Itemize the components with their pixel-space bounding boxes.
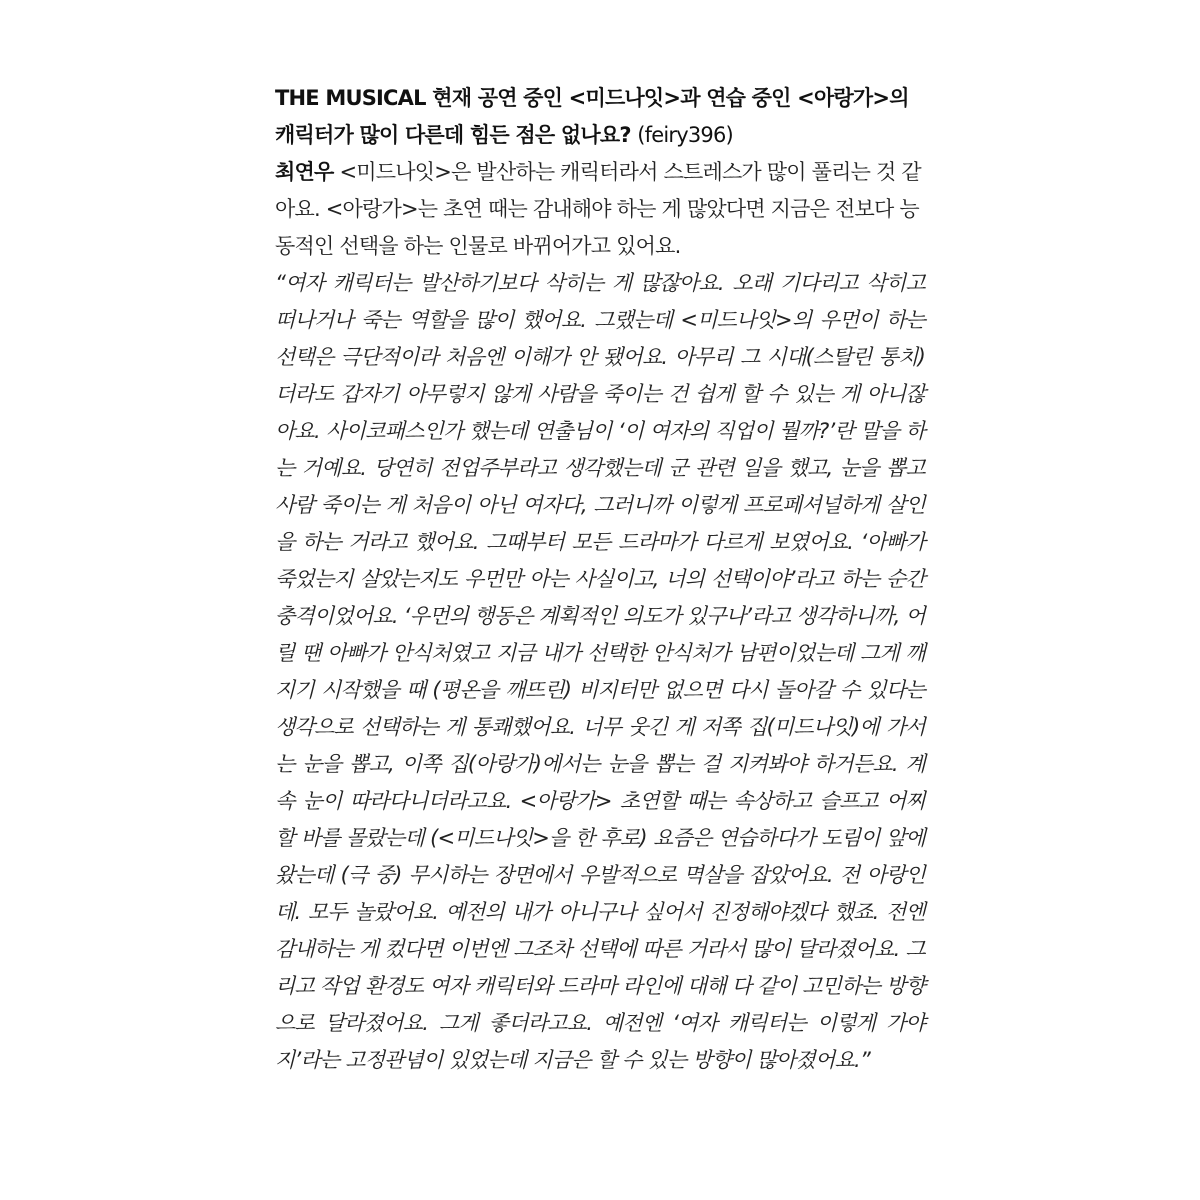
answer-paragraph [275, 154, 925, 265]
question-asker: THE MUSICAL [275, 86, 426, 110]
quote-paragraph: “여자 캐릭터는 발산하기보다 삭히는 게 많잖아요. 오래 기다리고 삭히고 떠나거나 죽는 역할을 많이 했어요. 그랬는데 <미드나잇>의 우먼이 하는 선택은 극단적이라 처음엔 이해가 안 됐어요. 아무리 그 시대(스탈린 통치)더라도 갑자기 아무렇지 않게 사람을 죽이는 건 쉽게 할 수 있는 게 아니잖아요. 사이코패스인가 했는데 연출님이 ‘이 여자의 직업이 뭘까?’란 말을 하는 거예요. 당연히 전업주부라고 생각했는데 군 관련 일을 했고, 눈을 뽑고 사람 죽이는 게 처음이 아닌 여자다, 그러니까 이렇게 프로페셔널하게 살인을 하는 거라고 했어요. 그때부터 모든 드라마가 다르게 보였어요. ‘아빠가 죽었는지 살았는지도 우먼만 아는 사실이고, 너의 선택이야’라고 하는 순간 충격이었어요. ‘우먼의 행동은 계획적인 의도가 있구나’라고 생각하니까, 어릴 땐 아빠가 안식처였고 지금 내가 선택한 안식처가 남편이었는데 그게 깨지기 시작했을 때 (평온을 깨뜨린) 비지터만 없으면 다시 돌아갈 수 있다는 생각으로 선택하는 게 통쾌했어요. 너무 웃긴 게 저쪽 집(미드나잇)에 가서는 눈을 뽑고, 이쪽 집(아랑가)에서는 눈을 뽑는 걸 지켜봐야 하거든요. 계속 눈이 따라다니더라고요. <아랑가> 초연할 때는 속상하고 슬프고 어찌할 바를 몰랐는데 (<미드나잇>을 한 후로) 요즘은 연습하다가 도림이 앞에 왔는데 (극 중) 무시하는 장면에서 우발적으로 멱살을 잡았어요. 전 아랑인데. 모두 놀랐어요. 예전의 내가 아니구나 싶어서 진정해야겠다 했죠. 전엔 감내하는 게 컸다면 이번엔 그조차 선택에 따른 거라서 많이 달라졌어요. 그리고 작업 환경도 여자 캐릭터와 드라마 라인에 대해 다 같이 고민하는 방향으로 달라졌어요. 그게 좋더라고요. 예전엔 ‘여자 캐릭터는 이렇게 가야지’라는 고정관념이 있었는데 지금은 할 수 있는 방향이 많아졌어요.” [275, 271, 925, 1072]
next-line-cutoff [278, 1190, 898, 1200]
question-reader-id: (feiry396) [637, 123, 733, 147]
question-text: 현재 공연 중인 <미드나잇>과 연습 중인 <아랑가>의 캐릭터가 많이 다른데 힘든 점은 없나요? [275, 86, 909, 147]
answer-text: <미드나잇>은 발산하는 캐릭터라서 스트레스가 많이 풀리는 것 같아요. <아랑가>는 초연 때는 감내해야 하는 게 많았다면 지금은 전보다 능동적인 선택을 하는 인물로 바뀌어가고 있어요. [275, 160, 921, 258]
answer-speaker: 최연우 [275, 160, 334, 184]
interview-article [275, 80, 925, 1079]
question-paragraph [275, 80, 925, 154]
